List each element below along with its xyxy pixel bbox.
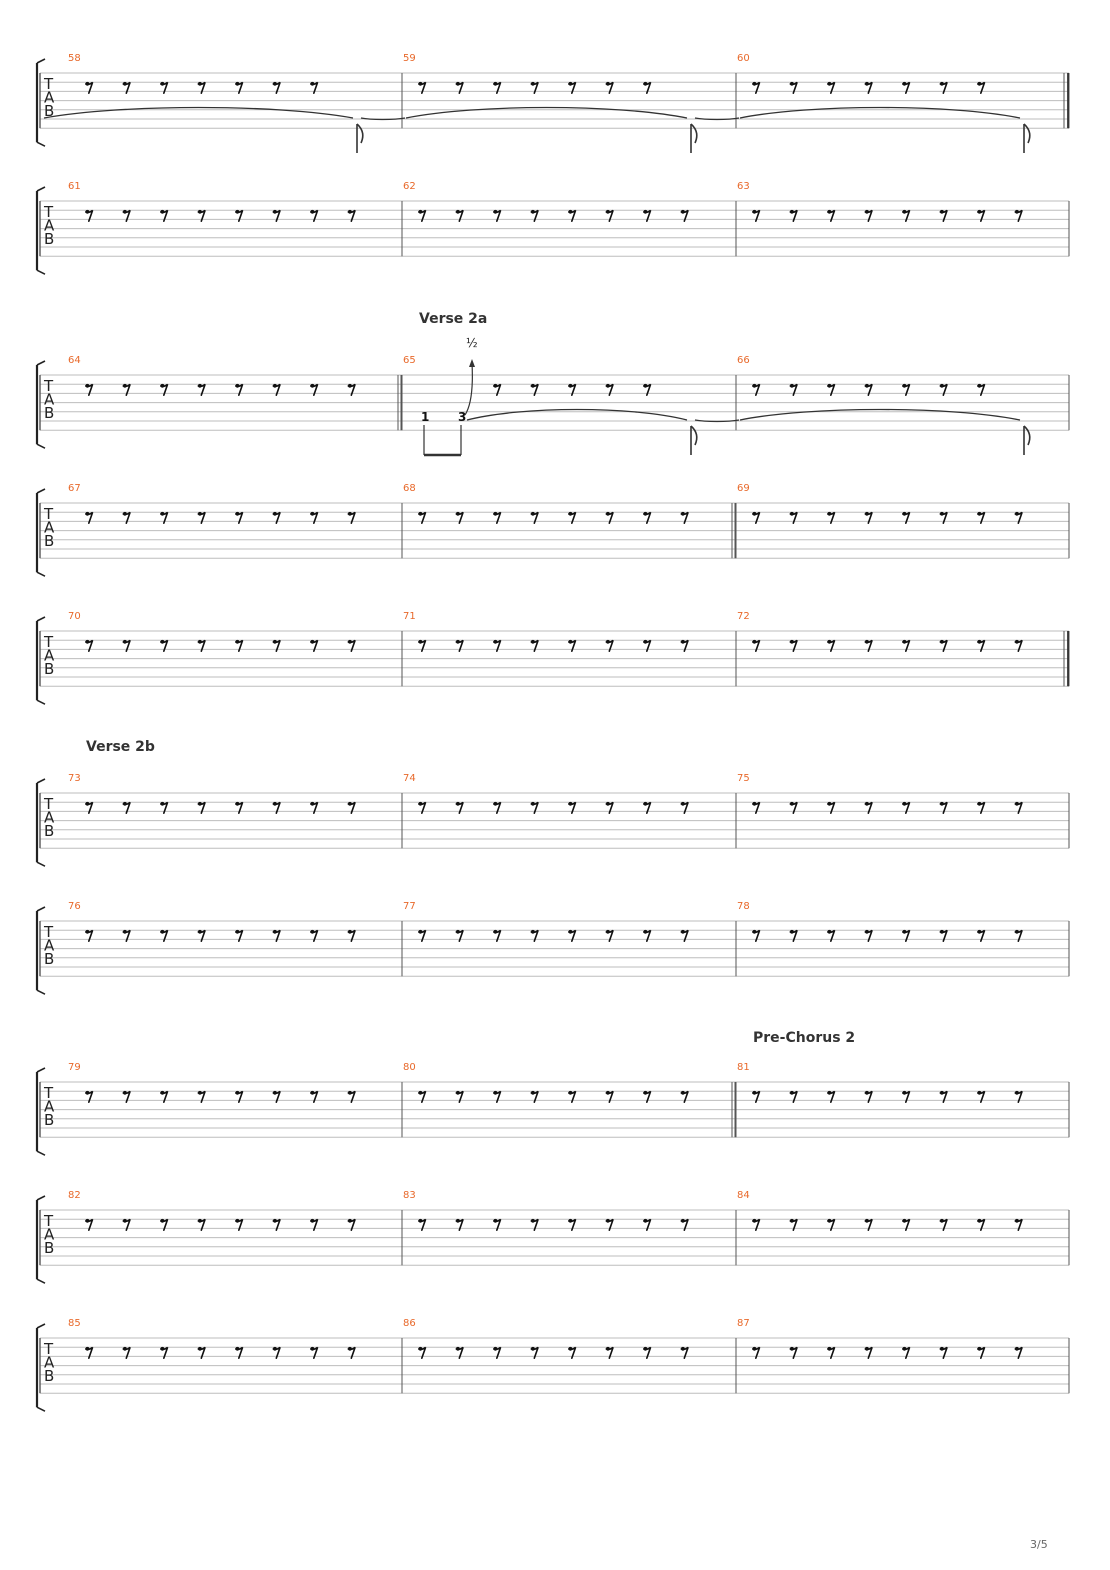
- tab-clef-letter: T: [44, 505, 54, 523]
- brace-top-hook: [37, 779, 45, 783]
- note-flag: [691, 426, 697, 445]
- tab-clef-letter: B: [44, 1239, 55, 1257]
- brace-top-hook: [37, 617, 45, 621]
- measure: [403, 311, 739, 455]
- measure-number: 62: [403, 181, 416, 192]
- section-label: Verse 2b: [86, 739, 155, 755]
- measure: [44, 53, 405, 153]
- measure-number: 60: [737, 53, 750, 64]
- measure: [403, 53, 739, 153]
- tab-clef-letter: A: [44, 518, 55, 537]
- measure-number: 83: [403, 1190, 416, 1201]
- tab-clef-letter: T: [44, 923, 54, 941]
- brace-bottom-hook: [37, 444, 45, 448]
- brace-top-hook: [37, 489, 45, 493]
- measure-number: 58: [68, 53, 81, 64]
- measure-number: 59: [403, 53, 416, 64]
- measure: [737, 611, 1068, 686]
- brace-bottom-hook: [37, 1279, 45, 1283]
- measure-number: 75: [737, 773, 750, 784]
- tab-clef-letter: B: [44, 532, 55, 550]
- tab-clef-letter: A: [44, 390, 55, 409]
- tab-system: [37, 1030, 1069, 1155]
- note-flag: [691, 124, 697, 143]
- measure-number: 85: [68, 1318, 81, 1329]
- tab-clef-letter: T: [44, 1212, 54, 1230]
- tab-clef-letter: A: [44, 1225, 55, 1244]
- measure-number: 77: [403, 901, 416, 912]
- brace-bottom-hook: [37, 270, 45, 274]
- bend-amount: ½: [466, 336, 478, 350]
- brace-bottom-hook: [37, 862, 45, 866]
- measure-number: 64: [68, 355, 81, 366]
- tab-system: [37, 901, 1069, 994]
- brace-top-hook: [37, 1068, 45, 1072]
- tab-system: [37, 1190, 1069, 1283]
- measure-number: 65: [403, 355, 416, 366]
- brace-bottom-hook: [37, 142, 45, 146]
- bend-arrowhead: [469, 359, 475, 367]
- brace-bottom-hook: [37, 572, 45, 576]
- measure-number: 72: [737, 611, 750, 622]
- tab-clef-letter: B: [44, 950, 55, 968]
- brace-bottom-hook: [37, 1151, 45, 1155]
- brace-top-hook: [37, 59, 45, 63]
- tab-clef-letter: A: [44, 88, 55, 107]
- measure-number: 82: [68, 1190, 81, 1201]
- section-label: Pre-Chorus 2: [753, 1030, 856, 1046]
- brace-top-hook: [37, 1324, 45, 1328]
- fret-number: 1: [421, 410, 430, 424]
- tie-slur: [406, 108, 687, 119]
- brace-top-hook: [37, 907, 45, 911]
- brace-top-hook: [37, 1196, 45, 1200]
- measure-number: 80: [403, 1062, 416, 1073]
- bend-curve: [465, 363, 472, 415]
- tab-clef-letter: B: [44, 1367, 55, 1385]
- tab-clef-letter: B: [44, 404, 55, 422]
- tab-clef-letter: B: [44, 822, 55, 840]
- tab-clef-letter: B: [44, 230, 55, 248]
- measure: [737, 53, 1068, 153]
- measure-number: 66: [737, 355, 750, 366]
- measure-number: 87: [737, 1318, 750, 1329]
- tie-slur: [740, 410, 1020, 421]
- measure-number: 71: [403, 611, 416, 622]
- measure-number: 68: [403, 483, 416, 494]
- brace-top-hook: [37, 361, 45, 365]
- measure-number: 61: [68, 181, 81, 192]
- measure-number: 63: [737, 181, 750, 192]
- tab-clef-letter: A: [44, 808, 55, 827]
- tab-clef-letter: A: [44, 1353, 55, 1372]
- tab-system: [37, 1318, 1069, 1411]
- tab-system: [37, 311, 1069, 455]
- brace-top-hook: [37, 187, 45, 191]
- measure-number: 79: [68, 1062, 81, 1073]
- tab-clef-letter: T: [44, 1084, 54, 1102]
- tab-clef-letter: B: [44, 102, 55, 120]
- tie-slur: [44, 108, 353, 119]
- tie-slur: [467, 410, 687, 421]
- measure-number: 69: [737, 483, 750, 494]
- note-flag: [1024, 426, 1030, 445]
- measure: [68, 355, 398, 430]
- page-number: 3/5: [1030, 1538, 1048, 1551]
- tab-clef-letter: B: [44, 1111, 55, 1129]
- measure-number: 70: [68, 611, 81, 622]
- measure-number: 81: [737, 1062, 750, 1073]
- fret-number: 3: [458, 410, 467, 424]
- measure-number: 74: [403, 773, 416, 784]
- brace-bottom-hook: [37, 990, 45, 994]
- tab-system: [37, 53, 1069, 153]
- tab-clef-letter: A: [44, 646, 55, 665]
- measure-number: 76: [68, 901, 81, 912]
- measure-number: 86: [403, 1318, 416, 1329]
- measure-number: 73: [68, 773, 81, 784]
- section-label: Verse 2a: [419, 311, 488, 327]
- tab-clef-letter: T: [44, 633, 54, 651]
- tab-clef-letter: T: [44, 377, 54, 395]
- tab-system: [37, 611, 1069, 704]
- measure-number: 78: [737, 901, 750, 912]
- tab-system: [37, 739, 1069, 866]
- tab-clef-letter: B: [44, 660, 55, 678]
- tab-clef-letter: T: [44, 203, 54, 221]
- tab-clef-letter: T: [44, 1340, 54, 1358]
- brace-bottom-hook: [37, 1407, 45, 1411]
- tab-clef-letter: T: [44, 75, 54, 93]
- tab-system: [37, 483, 1069, 576]
- note-flag: [357, 124, 363, 143]
- brace-bottom-hook: [37, 700, 45, 704]
- tie-slur: [740, 108, 1020, 119]
- measure-number: 67: [68, 483, 81, 494]
- measure: [403, 1062, 732, 1137]
- tab-clef-letter: A: [44, 1097, 55, 1116]
- tab-clef-letter: A: [44, 936, 55, 955]
- tab-clef-letter: A: [44, 216, 55, 235]
- measure: [737, 355, 1030, 455]
- measure-number: 84: [737, 1190, 750, 1201]
- note-flag: [1024, 124, 1030, 143]
- tab-clef-letter: T: [44, 795, 54, 813]
- tab-system: [37, 181, 1069, 274]
- measure: [403, 483, 732, 558]
